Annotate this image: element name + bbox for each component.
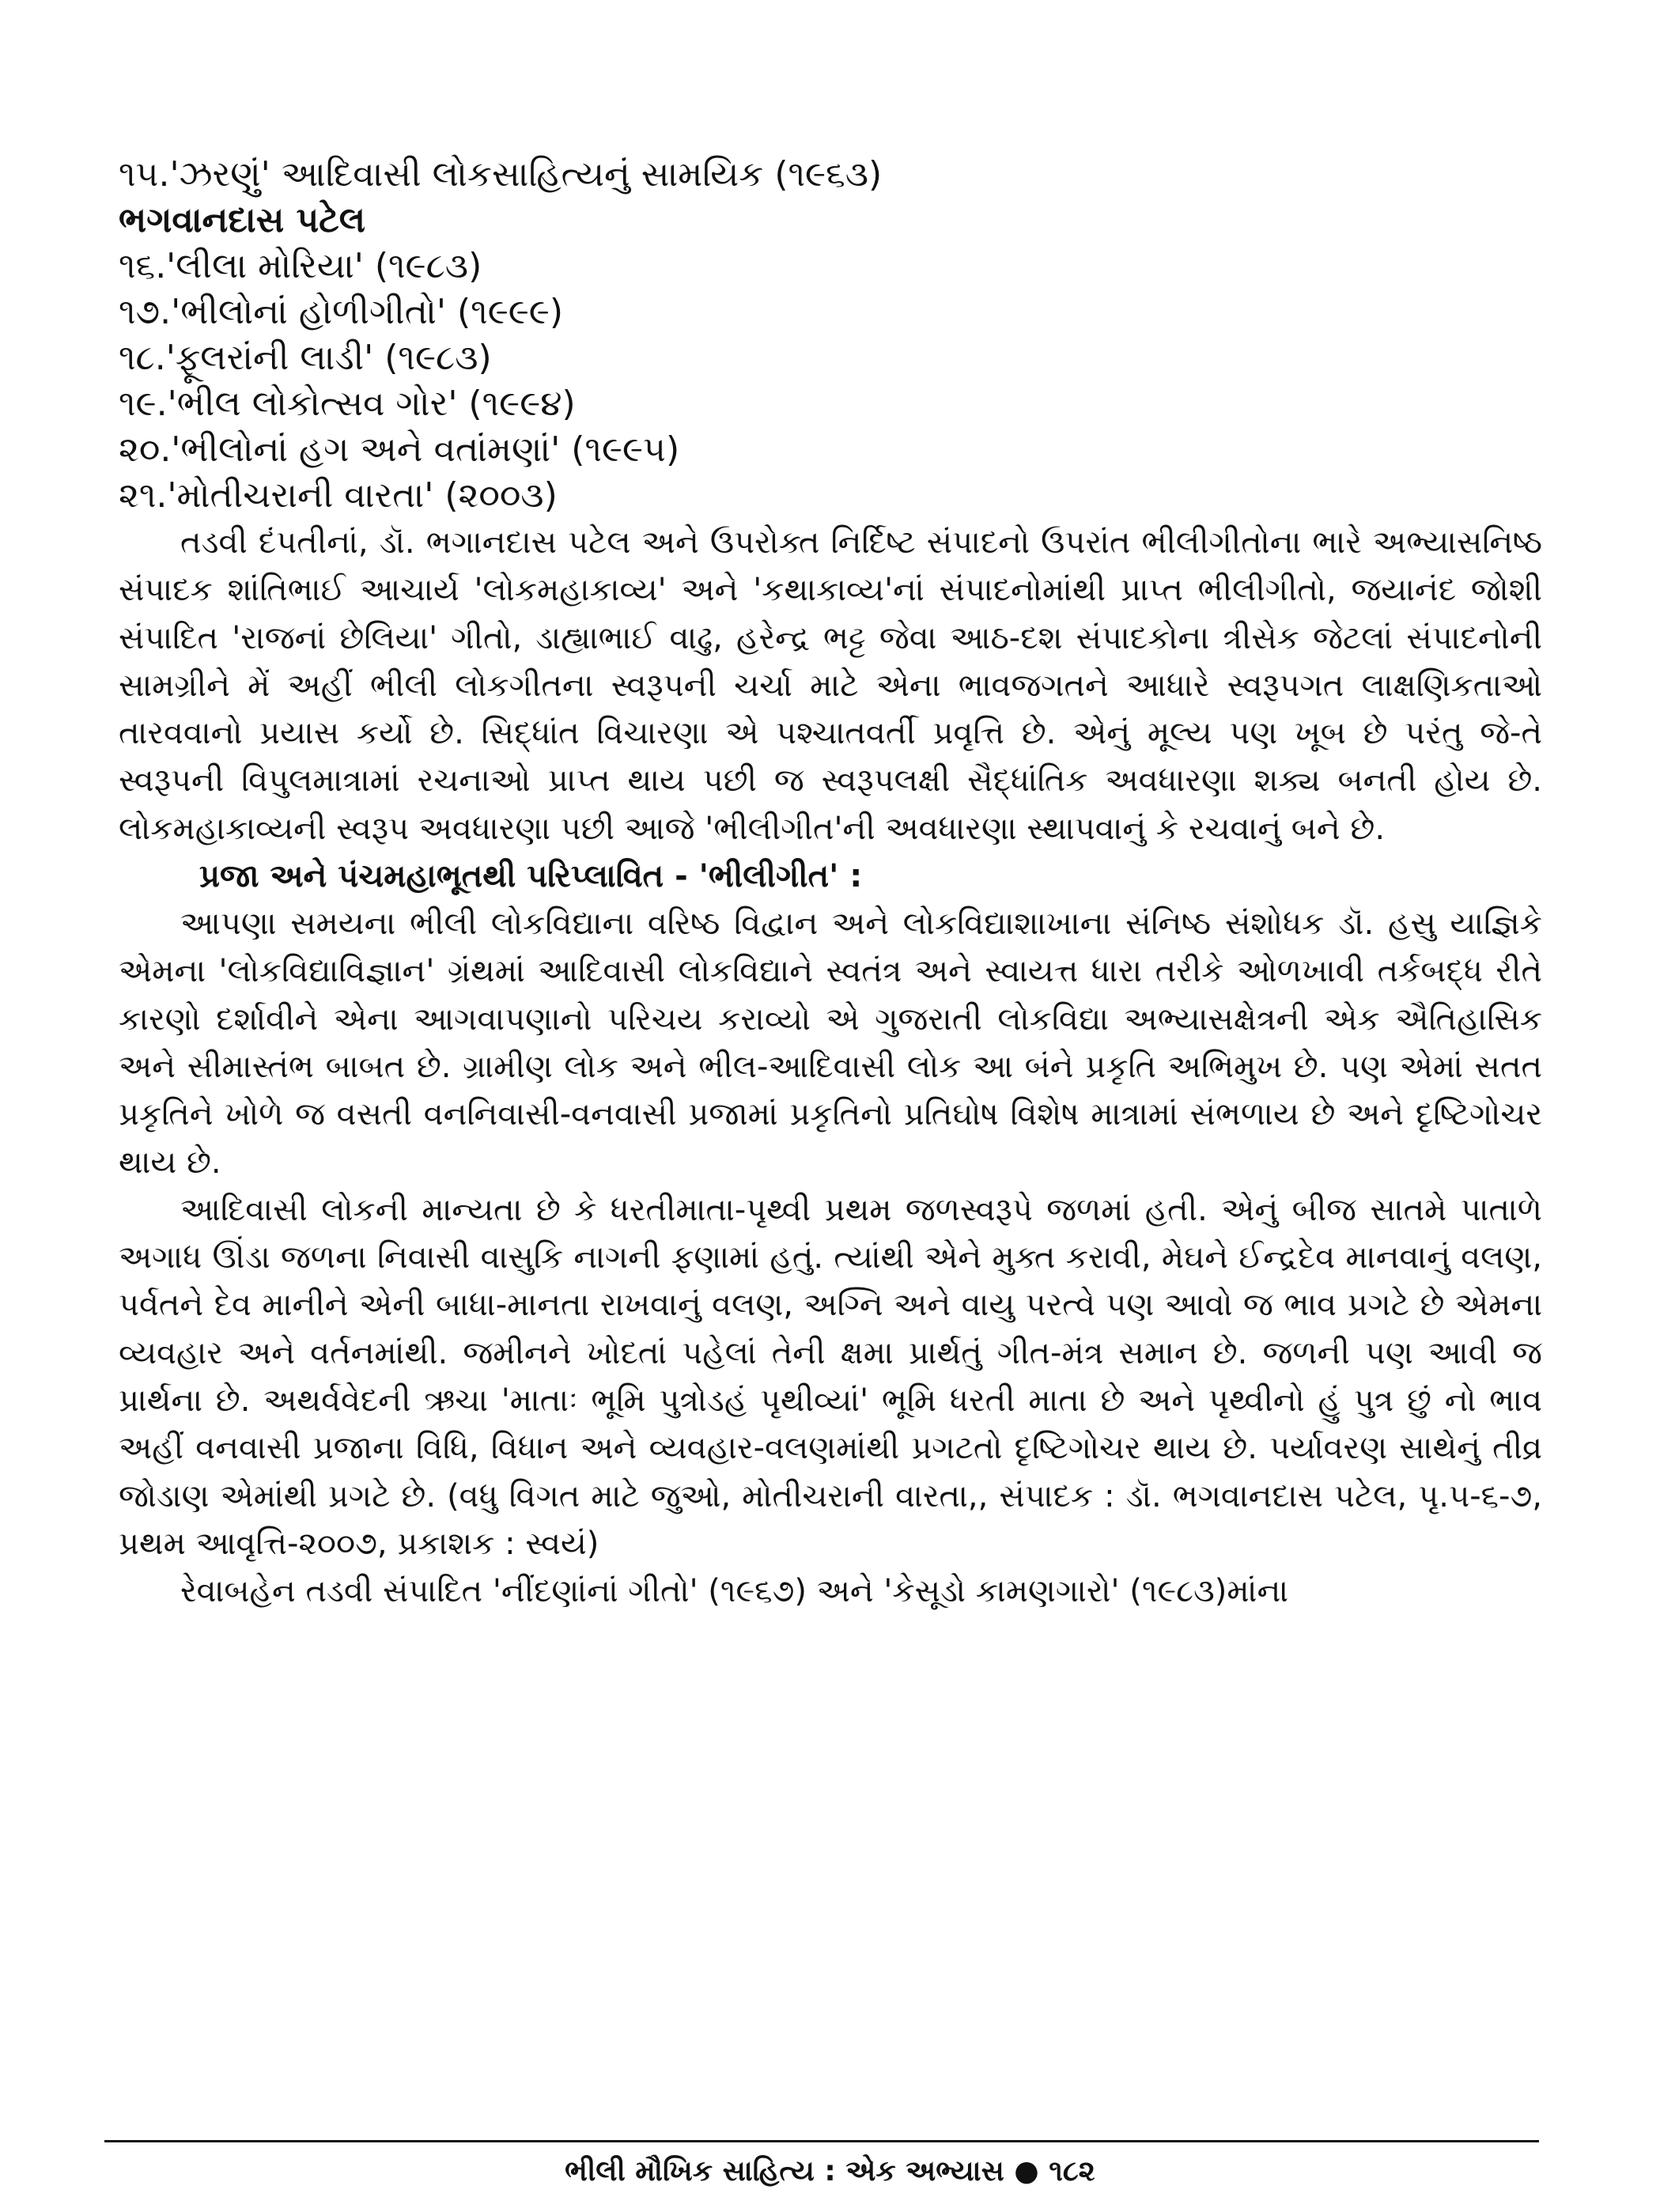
list-item: ૨૧.'મોતીચરાની વારતા' (૨૦૦૩)	[119, 475, 558, 516]
body-paragraph-3: આદિવાસી લોકની માન્યતા છે કે ધરતીમાતા-પૃથ્વી પ્રથમ જળસ્વરૂપે જળમાં હતી. એનું બીજ સાતમે પાતાળે અગાધ ઊંડા જળના નિવાસી વાસુકિ નાગની ફણામાં હતું. ત્યાંથી એને મુક્ત કરાવી, મેઘને ઈન્દ્રદેવ માનવાનું વલણ, પર્વતને દેવ માનીને એની બાધા-માનતા રાખવાનું વલણ, અગ્નિ અને વાયુ પરત્વે પણ આવો જ ભાવ પ્રગટે છે એમના વ્યવહાર અને વર્તનમાંથી. જમીનને ખોદતાં પહેલાં તેની ક્ષમા પ્રાર્થતું ગીત-મંત્ર સમાન છે. જળની પણ આવી જ પ્રાર્થના છે. અથર્વવેદની ઋચા 'માતાઃ ભૂમિ પુત્રોડહં પૃથીવ્યાં' ભૂમિ ધરતી માતા છે અને પૃથ્વીનો હું પુત્ર છું નો ભાવ અહીં વનવાસી પ્રજાના વિધિ, વિધાન અને વ્યવહાર-વલણમાંથી પ્રગટતો દૃષ્ટિગોચર થાય છે. પર્યાવરણ સાથેનું તીવ્ર જોડાણ એમાંથી પ્રગટે છે. (વધુ વિગત માટે જુઓ, મોતીચરાની વારતા,, સંપાદક : ડૉ. ભગવાનદાસ પટેલ, પૃ.૫-૬-૭, પ્રથમ આવૃત્તિ-૨૦૦૭, પ્રકાશક : સ્વયં)	[119, 1191, 1543, 1562]
page-content	[119, 152, 1542, 1616]
section-heading: ભગવાનદાસ પટેલ	[119, 200, 366, 240]
page-footer: ભીલી મૌખિક સાહિત્ય : એક અભ્યાસ ● ૧૮૨	[565, 2155, 1095, 2187]
list-item: ૧૯.'ભીલ લોકોત્સવ ગોર' (૧૯૯૪)	[119, 384, 576, 424]
list-item: ૧૮.'ફૂલરાંની લાડી' (૧૯૮૩)	[119, 338, 492, 378]
list-item: ૧૬.'લીલા મોરિયા' (૧૯૮૩)	[119, 246, 482, 286]
list-item: ૧૫.'ઝરણું' આદિવાસી લોકસાહિત્યનું સામયિક (૧૯૬૩)	[119, 154, 883, 195]
list-item: ૧૭.'ભીલોનાં હોળીગીતો' (૧૯૯૯)	[119, 292, 563, 332]
list-item: ૨૦.'ભીલોનાં હગ અને વતાંમણાં' (૧૯૯૫)	[119, 429, 680, 470]
body-paragraph-4: રેવાબહેન તડવી સંપાદિત 'નીંદણાંનાં ગીતો' (૧૯૬૭) અને 'કેસૂડો કામણગારો' (૧૯૮૩)માંના	[180, 1573, 1289, 1610]
footer-divider	[104, 2140, 1539, 2142]
body-paragraph-1: તડવી દંપતીનાં, ડૉ. ભગાનદાસ પટેલ અને ઉપરોક્ત નિર્દિષ્ટ સંપાદનો ઉપરાંત ભીલીગીતોના ભારે અભ્યાસનિષ્ઠ સંપાદક શાંતિભાઈ આચાર્ય 'લોકમહાકાવ્ય' અને 'કથાકાવ્ય'નાં સંપાદનોમાંથી પ્રાપ્ત ભીલીગીતો, જયાનંદ જોશી સંપાદિત 'રાજનાં છેલિયા' ગીતો, ડાહ્યાભાઈ વાઢુ, હરેન્દ્ર ભટ્ટ જેવા આઠ-દશ સંપાદકોના ત્રીસેક જેટલાં સંપાદનોની સામગ્રીને મેં અહીં ભીલી લોકગીતના સ્વરૂપની ચર્ચા માટે એના ભાવજગતને આધારે સ્વરૂપગત લાક્ષણિકતાઓ તારવવાનો પ્રયાસ કર્યો છે. સિદ્ધાંત વિચારણા એ પશ્ચાતવર્તી પ્રવૃત્તિ છે. એનું મૂલ્ય પણ ખૂબ છે પરંતુ જે-તે સ્વરૂપની વિપુલમાત્રામાં રચનાઓ પ્રાપ્ત થાય પછી જ સ્વરૂપલક્ષી સૈદ્ધાંતિક અવધારણા શક્ય બનતી હોય છે. લોકમહાકાવ્યની સ્વરૂપ અવધારણા પછી આજે 'ભીલીગીત'ની અવધારણા સ્થાપવાનું કે રચવાનું બને છે.	[119, 524, 1542, 847]
subheading: પ્રજા અને પંચમહાભૂતથી પરિપ્લાવિત - 'ભીલીગીત' :	[199, 858, 863, 895]
body-paragraph-2: આપણા સમયના ભીલી લોકવિદ્યાના વરિષ્ઠ વિદ્વાન અને લોકવિદ્યાશાખાના સંનિષ્ઠ સંશોધક ડૉ. હસુ યાજ્ઞિકે એમના 'લોકવિદ્યાવિજ્ઞાન' ગ્રંથમાં આદિવાસી લોકવિદ્યાને સ્વતંત્ર અને સ્વાયત્ત ધારા તરીકે ઓળખાવી તર્કબદ્ધ રીતે કારણો દર્શાવીને એના આગવાપણાનો પરિચય કરાવ્યો એ ગુજરાતી લોકવિદ્યા અભ્યાસક્ષેત્રની એક ઐતિહાસિક અને સીમાસ્તંભ બાબત છે. ગ્રામીણ લોક અને ભીલ-આદિવાસી લોક આ બંને પ્રકૃતિ અભિમુખ છે. પણ એમાં સતત પ્રકૃતિને ખોળે જ વસતી વનનિવાસી-વનવાસી પ્રજામાં પ્રકૃતિનો પ્રતિઘોષ વિશેષ માત્રામાં સંભળાય છે અને દૃષ્ટિગોચર થાય છે.	[119, 906, 1542, 1181]
